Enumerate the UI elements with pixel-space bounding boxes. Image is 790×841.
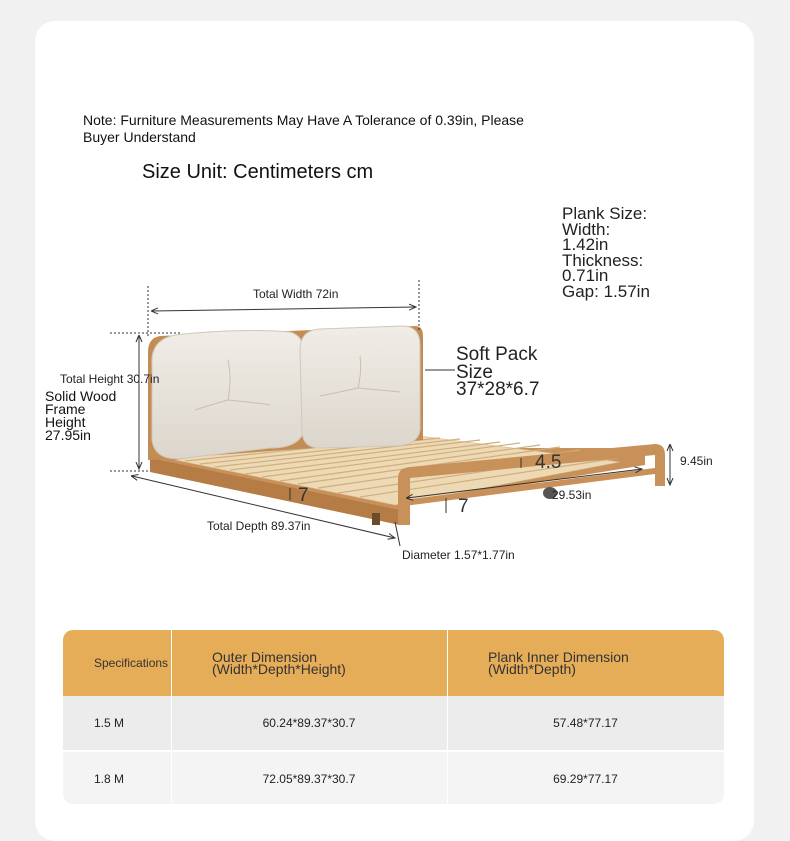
row-outer-dimension: 72.05*89.37*30.7 [262,772,356,786]
plank-thickness-label: Thickness: [562,250,644,270]
header-inner-line2: (Width*Depth) [488,661,576,677]
table-row [63,752,724,804]
plank-size-title: Plank Size: [562,204,648,223]
plank-gap: Gap: 1.57in [562,281,650,301]
header-outer-line2: (Width*Depth*Height) [212,661,346,677]
solid-wood-line3: Height [45,414,86,430]
header-outer-dimension [171,630,447,696]
diameter-label: Diameter 1.57*1.77in [402,548,515,562]
solid-wood-line4: 27.95in [45,427,91,443]
row-outer-dimension: 60.24*89.37*30.7 [262,716,356,730]
table-header-row [63,630,724,696]
header-specifications: Specifications [94,656,169,670]
header-outer-line1: Outer Dimension [212,649,318,665]
soft-pack-line1: Soft Pack [456,344,538,365]
tolerance-note-line1: Note: Furniture Measurements May Have A Tolerance of 0.39in, Please [83,112,524,128]
size-unit-label: Size Unit: Centimeters cm [142,161,374,183]
row-inner-dimension: 69.29*77.17 [553,772,618,786]
solid-wood-line1: Solid Wood [45,388,117,404]
tolerance-note-line2: Buyer Understand [83,129,196,145]
plank-width-label: Width: [562,219,611,239]
total-width-label: Total Width 72in [253,287,339,301]
row-inner-dimension: 57.48*77.17 [553,716,618,730]
soft-pack-line2: Size [456,361,493,383]
rail-height-label: 9.45in [680,454,713,468]
total-height-label: Total Height 30.7in [60,372,160,386]
inner-gap-label: 29.53in [552,488,592,502]
soft-pack-line3: 37*28*6.7 [456,379,540,400]
table-row [63,696,724,750]
plank-thickness-value: 0.71in [562,266,609,285]
soft-pack-size [456,346,576,399]
solid-wood-line2: Frame [45,401,86,417]
row-size: 1.8 M [94,772,125,786]
dimension-7-right-label: 7 [458,496,469,517]
dimension-7-left-label: 7 [298,485,309,506]
dimension-4-5-label: 4.5 [535,452,562,473]
total-depth-label: Total Depth 89.37in [207,519,311,533]
row-size: 1.5 M [94,716,125,730]
soft-pack-cushions [152,326,420,459]
specification-table [63,630,724,804]
header-inner-dimension [447,630,724,696]
header-inner-line1: Plank Inner Dimension [488,649,629,665]
plank-width-value: 1.42in [562,235,609,254]
solid-wood-frame-height [45,390,145,442]
